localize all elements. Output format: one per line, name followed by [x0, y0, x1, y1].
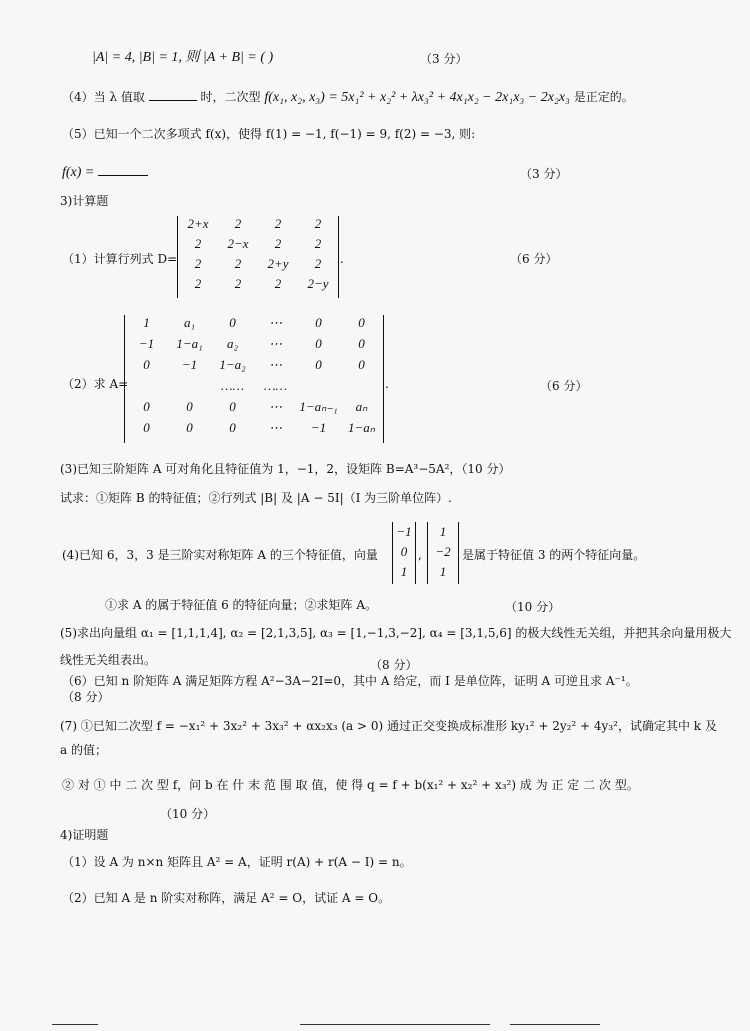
calc-2-matrix-cell: 0 — [358, 336, 365, 351]
question-3-tail — [92, 48, 273, 67]
v1-entry: 0 — [400, 544, 408, 559]
calc-4-tasks: ①求 A 的属于特征值 6 的特征向量；②求矩阵 A。 — [105, 598, 378, 612]
calc-5-score: （8 分） — [370, 658, 418, 672]
calc-1-matrix-cell: 2+y — [267, 256, 289, 271]
calc-2-matrix-cell: 0 — [358, 315, 365, 330]
calc-2-matrix-cell: 1−a₁ — [176, 336, 203, 351]
question-5-score: （3 分） — [520, 167, 568, 181]
calc-2-matrix-cell: 0 — [229, 420, 236, 435]
calc-2-matrix-cell: 1−aₙ — [348, 420, 375, 435]
calc-2-matrix-cell: −1 — [310, 420, 327, 435]
calc-2-matrix-cell: ⋯ — [269, 399, 282, 414]
calc-1-matrix-cell: 2 — [234, 216, 242, 231]
question-4-blank — [149, 100, 197, 101]
calc-2-matrix-cell: 0 — [186, 420, 193, 435]
calc-4-suffix: 是属于特征值 3 的两个特征向量。 — [462, 548, 646, 562]
calc-2-matrix-cell: …… — [220, 378, 245, 393]
v2-entry: −2 — [435, 544, 451, 559]
calc-1-determinant — [177, 216, 339, 298]
calc-5-line-2: 线性无关组表出。 — [60, 653, 157, 667]
calc-2-matrix-cell: −1 — [181, 357, 198, 372]
question-5: （5）已知一个二次多项式 f(x)，使得 f(1) = −1, f(−1) = 9, f(2) = −3, 则: — [62, 127, 476, 141]
calc-2-matrix-cell: ⋯ — [269, 357, 282, 372]
question-4-suffix: 是正定的。 — [573, 90, 634, 104]
calc-7-line-1: (7) ①已知二次型 f = −x₁² + 3x₂² + 3x₃² + αx₂x₃ (a > 0) 通过正交变换成标准形 ky₁² + 2y₂² + 4y₃²，试确定其中 k 及 — [60, 719, 717, 733]
v2-entry: 1 — [439, 524, 447, 539]
calc-1-matrix-cell: 2+x — [187, 216, 209, 231]
calc-2-matrix-cell: ⋯ — [269, 315, 282, 330]
calc-2-label: （2）求 A= — [62, 377, 129, 391]
calc-7-score: （10 分） — [160, 807, 216, 821]
calc-2-matrix-cell: 1−a₂ — [219, 357, 246, 372]
calc-2-matrix-cell: aₙ — [355, 399, 368, 414]
calc-2-matrix-cell: 0 — [229, 315, 236, 330]
calc-6-line-1: （6）已知 n 阶矩阵 A 满足矩阵方程 A²−3A−2I=0，其中 A 给定，而 I 是单位阵，证明 A 可逆且求 A⁻¹。 — [62, 674, 638, 688]
calc-1-label: （1）计算行列式 D= — [62, 252, 178, 266]
question-3-score: （3 分） — [420, 52, 468, 66]
question-4 — [62, 88, 634, 107]
calc-2-score: （6 分） — [540, 379, 588, 393]
v2-entry: 1 — [439, 564, 447, 579]
calc-2-matrix-cell: 0 — [315, 336, 322, 351]
calc-7-line-2: a 的值； — [60, 743, 107, 757]
v1-entry: −1 — [396, 524, 412, 539]
calc-1-matrix-cell: 2 — [314, 256, 322, 271]
bottom-rule-mid — [300, 1024, 490, 1025]
calc-1-matrix-cell: 2 — [314, 216, 322, 231]
calc-2-matrix-cell: 0 — [143, 357, 150, 372]
calc-2-matrix-cell: ⋯ — [269, 336, 282, 351]
calc-2-matrix-cell: 0 — [315, 357, 322, 372]
calc-7-line-3: ② 对 ① 中 二 次 型 f，问 b 在 什 末 范 围 取 值，使 得 q = f + b(x₁² + x₂² + x₃²) 成 为 正 定 二 次 型。 — [62, 778, 639, 792]
calc-2-matrix-cell: 0 — [315, 315, 322, 330]
question-4-formula: f(x₁, x₂, x₃) = 5x₁² + x₂² + λx₃² + 4x₁x₂ − 2x₁x₃ − 2x₂x₃ — [264, 90, 570, 105]
calc-2-matrix-cell: 0 — [358, 357, 365, 372]
question-5-blank — [98, 175, 148, 176]
calc-5-line-1: (5)求出向量组 α₁ = [1,1,1,4], α₂ = [2,1,3,5], α₃ = [1,−1,3,−2], α₄ = [3,1,5,6] 的极大线性无关组，并把其余向量用极大 — [60, 626, 732, 640]
calc-6-line-2: （8 分） — [62, 690, 110, 704]
v1-entry: 1 — [400, 564, 408, 579]
calc-2-matrix-cell: 0 — [143, 420, 150, 435]
calc-3-line-2: 试求：①矩阵 B 的特征值；②行列式 |B| 及 |A − 5I|（I 为三阶单位阵）. — [60, 491, 452, 505]
section-4-title: 4)证明题 — [60, 828, 109, 842]
calc-1-matrix-cell: 2−x — [227, 236, 249, 251]
calc-2-matrix-cell: ⋯ — [269, 420, 282, 435]
calc-2-matrix-cell: −1 — [138, 336, 155, 351]
calc-2-matrix-cell: a₁ — [183, 315, 196, 330]
calc-2-matrix-cell: a₂ — [226, 336, 239, 351]
bottom-rule-left — [52, 1024, 98, 1025]
calc-4-prefix: (4)已知 6，3，3 是三阶实对称矩阵 A 的三个特征值，向量 — [62, 548, 378, 562]
calc-1-matrix-cell: 2 — [194, 236, 202, 251]
calc-2-trail: . — [385, 377, 389, 391]
calc-2-matrix-cell: 1 — [143, 315, 150, 330]
calc-1-matrix-cell: 2 — [274, 276, 282, 291]
calc-1-matrix-cell: 2−y — [307, 276, 329, 291]
calc-2-matrix-cell: 0 — [143, 399, 150, 414]
calc-1-matrix-cell: 2 — [194, 256, 202, 271]
proof-2: （2）已知 A 是 n 阶实对称阵，满足 A² = O，试证 A = O。 — [62, 891, 391, 905]
calc-3-line-1: (3)已知三阶矩阵 A 可对角化且特征值为 1，−1，2，设矩阵 B=A³−5A²，（10 分） — [60, 462, 511, 476]
question-4-prefix: （4）当 λ 值取 — [62, 90, 145, 104]
calc-2-matrix-cell: 1−aₙ₋₁ — [299, 399, 338, 414]
vector-1 — [392, 522, 416, 584]
question-5-answer-label: f(x) = — [62, 165, 95, 180]
calc-1-score: （6 分） — [510, 252, 558, 266]
question-5-answer — [62, 163, 148, 182]
calc-2-determinant — [124, 315, 384, 443]
vector-2 — [427, 522, 459, 584]
question-4-mid: 时，二次型 — [200, 90, 261, 104]
calc-2-matrix-cell: 0 — [186, 399, 193, 414]
calc-2-matrix-cell: 0 — [229, 399, 236, 414]
calc-1-matrix-cell: 2 — [234, 276, 242, 291]
calc-4-comma: , — [418, 548, 422, 562]
calc-1-matrix-cell: 2 — [314, 236, 322, 251]
bottom-rule-right — [510, 1024, 600, 1025]
calc-1-matrix-cell: 2 — [274, 216, 282, 231]
calc-1-trail: . — [340, 252, 344, 266]
calc-1-matrix-cell: 2 — [194, 276, 202, 291]
calc-4-score: （10 分） — [505, 600, 561, 614]
calc-1-matrix-cell: 2 — [274, 236, 282, 251]
calc-2-matrix-cell: …… — [263, 378, 288, 393]
section-3-title: 3)计算题 — [60, 194, 109, 208]
calc-1-matrix-cell: 2 — [234, 256, 242, 271]
proof-1: （1）设 A 为 n×n 矩阵且 A² = A，证明 r(A) + r(A − I) = n。 — [62, 855, 412, 869]
question-3-formula: |A| = 4, |B| = 1, 则 |A + B| = ( ) — [92, 50, 274, 65]
